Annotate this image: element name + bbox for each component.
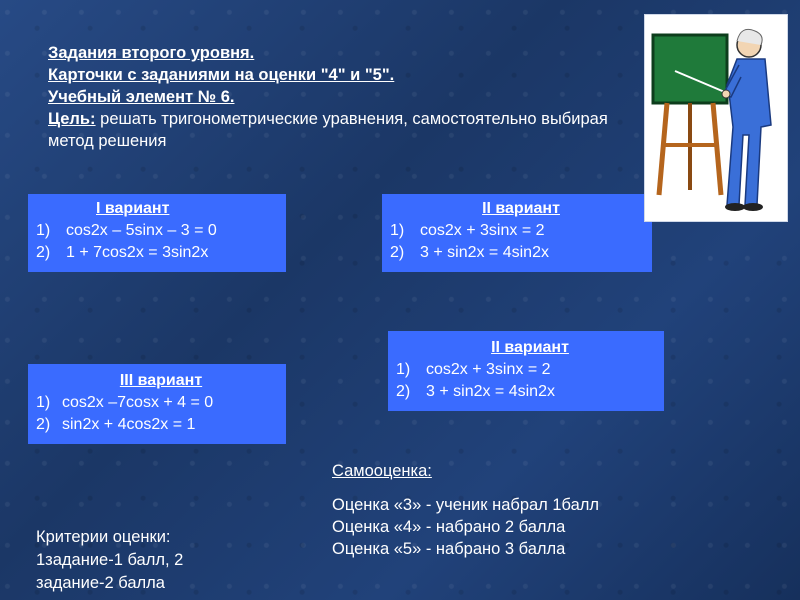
task-row — [396, 381, 664, 403]
goal-line — [48, 108, 648, 152]
header-line-2: Карточки с заданиями на оценки "4" и "5". — [48, 66, 395, 84]
grading-criteria: Критерии оценки: 1задание-1 балл, 2 задание-2 балла — [36, 528, 184, 592]
easel-leg-right — [713, 103, 721, 195]
variant-card-1 — [28, 194, 286, 272]
blackboard — [653, 35, 727, 103]
self-assessment-line: Оценка «4» - набрано 2 балла — [332, 518, 566, 536]
goal-label: Цель: — [48, 110, 96, 128]
task-row — [390, 220, 652, 242]
variant-title: I вариант — [96, 200, 170, 217]
variant-card-3 — [388, 331, 664, 411]
task-equation: cos2x + 3sinx = 2 — [420, 222, 545, 239]
task-row — [396, 359, 664, 381]
task-row — [36, 220, 286, 242]
easel-leg-left — [659, 103, 667, 195]
task-number: 1) — [390, 222, 405, 239]
variant-card-3rd — [28, 364, 286, 444]
header-line-1: Задания второго уровня. — [48, 44, 255, 62]
task-number: 2) — [390, 244, 405, 261]
self-assessment — [332, 460, 599, 560]
variant-title: II вариант — [491, 339, 569, 356]
task-equation: cos2x + 3sinx = 2 — [426, 361, 551, 378]
teacher-hand — [722, 90, 730, 98]
header-line-3: Учебный элемент № 6. — [48, 88, 235, 106]
task-equation: sin2x + 4cos2x = 1 — [62, 416, 196, 433]
self-assessment-title: Самооценка: — [332, 462, 432, 480]
variant-card-2 — [382, 194, 652, 272]
task-number: 2) — [36, 244, 51, 261]
teacher-illustration — [645, 15, 787, 221]
task-equation: cos2x –7cosx + 4 = 0 — [62, 394, 214, 411]
variant-title: II вариант — [482, 200, 560, 217]
teacher-shoe-left — [725, 203, 745, 211]
variant-title: III вариант — [119, 372, 203, 389]
task-row — [36, 392, 286, 414]
task-row — [36, 242, 286, 264]
self-assessment-line: Оценка «5» - набрано 3 балла — [332, 540, 566, 558]
task-row — [36, 414, 286, 436]
task-equation: 3 + sin2x = 4sin2x — [420, 244, 549, 261]
goal-text: решать тригонометрические уравнения, самостоятельно выбирая метод решения — [48, 110, 608, 150]
task-equation: 3 + sin2x = 4sin2x — [426, 383, 555, 400]
slide-header — [48, 42, 648, 152]
task-row — [390, 242, 652, 264]
self-assessment-line: Оценка «3» - ученик набрал 1балл — [332, 496, 600, 514]
task-number: 2) — [36, 416, 51, 433]
teacher-shoe-right — [743, 203, 763, 211]
task-number: 1) — [36, 222, 51, 239]
teacher-at-blackboard-icon — [644, 14, 788, 222]
task-number: 2) — [396, 383, 411, 400]
task-number: 1) — [36, 394, 51, 411]
task-equation: 1 + 7cos2x = 3sin2x — [66, 244, 209, 261]
task-equation: cos2x – 5sinx – 3 = 0 — [66, 222, 217, 239]
task-number: 1) — [396, 361, 411, 378]
